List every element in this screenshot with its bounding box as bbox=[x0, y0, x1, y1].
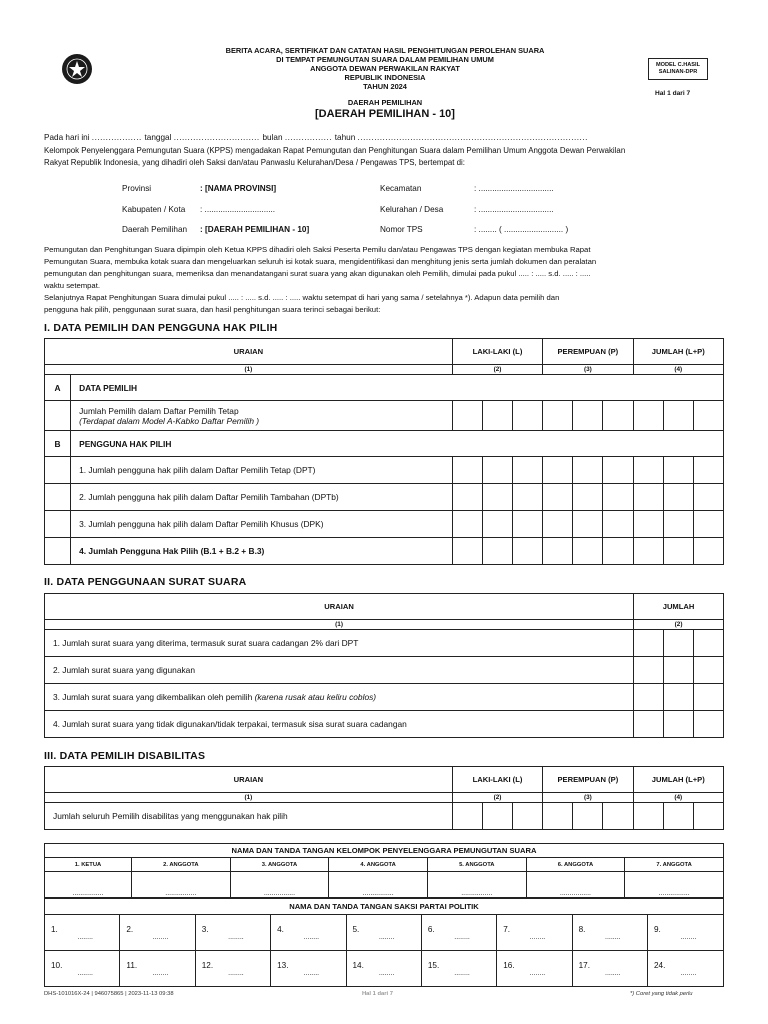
digit-box[interactable] bbox=[513, 484, 543, 511]
saksi-slot[interactable] bbox=[195, 951, 270, 987]
digit-box[interactable] bbox=[543, 803, 573, 830]
col-laki: LAKI-LAKI (L) bbox=[452, 339, 542, 365]
title-line: REPUBLIK INDONESIA bbox=[344, 73, 426, 82]
kpps-signature-grid bbox=[44, 857, 724, 898]
digit-box[interactable] bbox=[634, 657, 664, 684]
b-row-label: 3. Jumlah pengguna hak pilih dalam Daftar Pemilih Khusus (DPK) bbox=[71, 511, 453, 538]
digit-box[interactable] bbox=[513, 511, 543, 538]
footer-note: *) Coret yang tidak perlu bbox=[630, 991, 693, 997]
saksi-slot[interactable] bbox=[572, 951, 647, 987]
saksi-dots: ........ bbox=[228, 934, 244, 941]
digit-box[interactable] bbox=[603, 457, 633, 484]
saksi-number: 4. bbox=[277, 925, 284, 934]
saksi-number: 7. bbox=[503, 925, 511, 934]
provinsi-value: : [NAMA PROVINSI] bbox=[200, 184, 277, 193]
digit-box[interactable] bbox=[452, 401, 482, 431]
district-value: [DAERAH PEMILIHAN - 10] bbox=[315, 108, 455, 120]
digit-box[interactable] bbox=[693, 457, 723, 484]
digit-box[interactable] bbox=[633, 803, 663, 830]
saksi-number: 5. bbox=[352, 925, 360, 934]
section-1-title: I. DATA PEMILIH DAN PENGGUNA HAK PILIH bbox=[44, 322, 278, 334]
saksi-number: 6. bbox=[427, 925, 435, 934]
digit-box[interactable] bbox=[513, 803, 543, 830]
digit-box[interactable] bbox=[634, 711, 664, 738]
digit-box[interactable] bbox=[633, 511, 663, 538]
provinsi-label: Provinsi bbox=[122, 184, 152, 193]
saksi-dots: ........ bbox=[77, 934, 93, 941]
saksi-slot[interactable] bbox=[271, 915, 346, 951]
digit-box[interactable] bbox=[482, 457, 512, 484]
digit-box[interactable] bbox=[513, 538, 543, 565]
col-num-3: (3) bbox=[543, 365, 633, 375]
col-num-1: (1) bbox=[45, 620, 634, 630]
col-num-4: (4) bbox=[633, 365, 723, 375]
intro-line-3: Rakyat Republik Indonesia, yang dihadiri oleh Saksi dan/atau Panwaslu Kelurahan/Desa / Pengawas TPS, bertempat di: bbox=[44, 158, 465, 167]
kpps-signature-field[interactable]: ................ bbox=[45, 872, 132, 898]
digit-box[interactable] bbox=[573, 401, 603, 431]
digit-box[interactable] bbox=[603, 511, 633, 538]
saksi-dots: ........ bbox=[529, 934, 546, 941]
kpps-col-anggota: 2. ANGGOTA bbox=[131, 858, 230, 872]
digit-box[interactable] bbox=[513, 401, 543, 431]
kelurahan-value: : ................................. bbox=[474, 205, 554, 214]
saksi-slot[interactable] bbox=[120, 915, 195, 951]
digit-box[interactable] bbox=[543, 457, 573, 484]
digit-box[interactable] bbox=[633, 538, 663, 565]
col-jumlah: JUMLAH (L+P) bbox=[633, 767, 723, 793]
section-3-table bbox=[44, 766, 724, 830]
col-num-2: (2) bbox=[452, 365, 542, 375]
intro-line-1: Pada hari ini .................. tanggal ............................... bulan ................. tahun ................................................................................... bbox=[44, 133, 588, 142]
group-a-letter: A bbox=[45, 375, 71, 401]
saksi-signature-table bbox=[44, 898, 724, 987]
digit-box[interactable] bbox=[634, 630, 664, 657]
saksi-slot[interactable] bbox=[421, 915, 496, 951]
kpps-col-anggota: 6. ANGGOTA bbox=[526, 858, 625, 872]
saksi-dots: ........ bbox=[378, 970, 395, 977]
saksi-slot[interactable] bbox=[346, 915, 421, 951]
digit-box[interactable] bbox=[693, 511, 723, 538]
kpps-col-anggota: 3. ANGGOTA bbox=[230, 858, 329, 872]
saksi-slot[interactable] bbox=[45, 915, 120, 951]
digit-box[interactable] bbox=[482, 511, 512, 538]
page-indicator: Hal 1 dari 7 bbox=[655, 90, 691, 97]
saksi-dots: ........ bbox=[303, 934, 320, 941]
saksi-number: 24. bbox=[654, 961, 666, 970]
col-perempuan: PEREMPUAN (P) bbox=[543, 767, 633, 793]
saksi-dots: ........ bbox=[529, 970, 546, 977]
kpps-signature-field[interactable]: ................ bbox=[427, 872, 526, 898]
kpu-logo bbox=[62, 54, 92, 84]
intro-line-2: Kelompok Penyelenggara Pemungutan Suara (KPPS) mengadakan Rapat Pemungutan dan Penghitungan Suara dalam Pemilihan Umum Anggota Dewan Perwakilan bbox=[44, 146, 626, 155]
col-num-1: (1) bbox=[45, 365, 453, 375]
digit-box[interactable] bbox=[452, 803, 482, 830]
saksi-dots: ........ bbox=[454, 934, 470, 941]
col-num-3: (3) bbox=[543, 793, 633, 803]
saksi-number: 11. bbox=[126, 961, 138, 970]
section-2-title: II. DATA PENGGUNAAN SURAT SUARA bbox=[44, 576, 247, 588]
digit-box[interactable] bbox=[482, 803, 512, 830]
digit-box[interactable] bbox=[633, 484, 663, 511]
digit-box[interactable] bbox=[633, 457, 663, 484]
digit-box[interactable] bbox=[543, 511, 573, 538]
digit-box[interactable] bbox=[573, 457, 603, 484]
title-line: TAHUN 2024 bbox=[363, 82, 407, 91]
ballot-row-label: 4. Jumlah surat suara yang tidak digunakan/tidak terpakai, termasuk sisa surat suara cadangan bbox=[45, 711, 634, 738]
saksi-slot[interactable] bbox=[497, 915, 572, 951]
digit-box[interactable] bbox=[693, 803, 723, 830]
dpt-row-line: Jumlah Pemilih dalam Daftar Pemilih Tetap bbox=[79, 405, 239, 416]
digit-box[interactable] bbox=[694, 630, 724, 657]
saksi-slot[interactable] bbox=[346, 951, 421, 987]
footer-doc-id: DHS-101016X-24 | 946075865 | 2023-11-13 09:38 bbox=[44, 991, 174, 997]
b-row-total-label: 4. Jumlah Pengguna Hak Pilih (B.1 + B.2 + B.3) bbox=[71, 538, 453, 565]
digit-box[interactable] bbox=[663, 457, 693, 484]
col-num-2: (2) bbox=[452, 793, 542, 803]
saksi-signature-title: NAMA DAN TANDA TANGAN SAKSI PARTAI POLITIK bbox=[45, 899, 724, 915]
digit-box[interactable] bbox=[664, 657, 694, 684]
digit-box[interactable] bbox=[543, 538, 573, 565]
kpps-col-ketua: 1. KETUA bbox=[45, 858, 132, 872]
saksi-dots: ........ bbox=[303, 970, 320, 977]
digit-box[interactable] bbox=[482, 401, 512, 431]
saksi-slot[interactable] bbox=[195, 915, 270, 951]
kabkota-label: Kabupaten / Kota bbox=[122, 205, 186, 214]
ballot-row-3-note: (karena rusak atau keliru coblos) bbox=[254, 692, 377, 702]
saksi-slot[interactable] bbox=[648, 951, 724, 987]
digit-box[interactable] bbox=[452, 511, 482, 538]
body-line: Pemungutan Suara, membuka kotak suara dan mengeluarkan seluruh isi kotak suara, mengidentifikasi dan menghitung jenis serta jumlah dokumen dan peralatan bbox=[44, 257, 597, 266]
col-jumlah: JUMLAH bbox=[634, 594, 724, 620]
tps-label: Nomor TPS bbox=[380, 225, 423, 234]
saksi-dots: ........ bbox=[378, 934, 395, 941]
kelurahan-label: Kelurahan / Desa bbox=[380, 205, 444, 214]
body-line: Selanjutnya Rapat Penghitungan Suara dimulai pukul ..... : ..... s.d. ..... : ..... waktu setempat di hari yang sama / setelahnya *). Adapun data pemilih dan bbox=[44, 293, 560, 302]
digit-box[interactable] bbox=[452, 457, 482, 484]
digit-box[interactable] bbox=[573, 511, 603, 538]
digit-box[interactable] bbox=[694, 684, 724, 711]
section-1-table bbox=[44, 338, 724, 565]
body-paragraph bbox=[44, 244, 734, 316]
saksi-dots: ........ bbox=[454, 970, 470, 977]
saksi-number: 2. bbox=[126, 925, 134, 934]
digit-box[interactable] bbox=[633, 401, 663, 431]
digit-box[interactable] bbox=[603, 538, 633, 565]
ballot-row-3-main: 3. Jumlah surat suara yang dikembalikan oleh pemilih bbox=[53, 692, 253, 702]
digit-box[interactable] bbox=[663, 484, 693, 511]
model-box bbox=[648, 58, 708, 80]
kpps-signature-field[interactable]: ................ bbox=[526, 872, 625, 898]
kpps-signature-field[interactable]: ................ bbox=[625, 872, 724, 898]
kpu-emblem-icon bbox=[62, 54, 92, 84]
digit-box[interactable] bbox=[603, 803, 633, 830]
saksi-dots: ........ bbox=[680, 970, 697, 977]
saksi-number: 1. bbox=[51, 925, 58, 934]
saksi-dots: ........ bbox=[152, 934, 169, 941]
col-num-4: (4) bbox=[633, 793, 723, 803]
saksi-slot[interactable] bbox=[421, 951, 496, 987]
digit-box[interactable] bbox=[694, 711, 724, 738]
col-num-2: (2) bbox=[634, 620, 724, 630]
digit-box[interactable] bbox=[513, 457, 543, 484]
ballot-row-label bbox=[45, 684, 634, 711]
saksi-number: 8. bbox=[578, 925, 586, 934]
digit-box[interactable] bbox=[603, 484, 633, 511]
dpt-row-label bbox=[71, 401, 453, 431]
kabkota-value: : ............................... bbox=[200, 205, 276, 214]
saksi-dots: ........ bbox=[228, 970, 244, 977]
section-3-title: III. DATA PEMILIH DISABILITAS bbox=[44, 750, 206, 762]
kpps-signature-title: NAMA DAN TANDA TANGAN KELOMPOK PENYELENGGARA PEMUNGUTAN SUARA bbox=[45, 844, 724, 858]
digit-box[interactable] bbox=[603, 401, 633, 431]
kpps-col-anggota: 4. ANGGOTA bbox=[329, 858, 428, 872]
digit-box[interactable] bbox=[663, 538, 693, 565]
col-uraian: URAIAN bbox=[45, 339, 453, 365]
group-b-letter: B bbox=[45, 431, 71, 457]
digit-box[interactable] bbox=[543, 401, 573, 431]
saksi-number: 13. bbox=[277, 961, 289, 970]
digit-box[interactable] bbox=[634, 684, 664, 711]
saksi-dots: ........ bbox=[605, 934, 621, 941]
kpps-signature-field[interactable]: ................ bbox=[230, 872, 329, 898]
col-num-1: (1) bbox=[45, 793, 453, 803]
title-line: ANGGOTA DEWAN PERWAKILAN RAKYAT bbox=[310, 64, 460, 73]
digit-box[interactable] bbox=[663, 511, 693, 538]
saksi-slot[interactable] bbox=[120, 951, 195, 987]
saksi-number: 12. bbox=[201, 961, 214, 970]
saksi-slot[interactable] bbox=[648, 915, 724, 951]
digit-box[interactable] bbox=[694, 657, 724, 684]
saksi-dots: ........ bbox=[605, 970, 621, 977]
disability-row-label: Jumlah seluruh Pemilih disabilitas yang menggunakan hak pilih bbox=[45, 803, 453, 830]
saksi-number: 9. bbox=[654, 925, 661, 934]
digit-box[interactable] bbox=[573, 484, 603, 511]
body-line: waktu setempat. bbox=[44, 281, 100, 290]
intro-hari: Pada hari ini bbox=[44, 133, 90, 142]
digit-box[interactable] bbox=[693, 484, 723, 511]
saksi-dots: ........ bbox=[77, 970, 93, 977]
kecamatan-label: Kecamatan bbox=[380, 184, 422, 193]
dpt-row-note: (Terdapat dalam Model A-Kabko Daftar Pemilih ) bbox=[79, 415, 260, 426]
col-laki: LAKI-LAKI (L) bbox=[452, 767, 542, 793]
model-line: SALINAN-DPR bbox=[658, 69, 698, 75]
model-line: MODEL C.HASIL bbox=[655, 62, 701, 68]
kecamatan-value: : ................................. bbox=[474, 184, 554, 193]
digit-box[interactable] bbox=[663, 803, 693, 830]
kpps-col-anggota: 5. ANGGOTA bbox=[427, 858, 526, 872]
digit-box[interactable] bbox=[693, 401, 723, 431]
saksi-number: 3. bbox=[201, 925, 209, 934]
saksi-dots: ........ bbox=[152, 970, 169, 977]
digit-box[interactable] bbox=[663, 401, 693, 431]
body-line: pemungutan dan penghitungan suara, memeriksa dan menandatangani surat suara yang akan digunakan oleh Pemilih, dimulai pada pukul ..... : ..... s.d. ..... : ..... bbox=[44, 269, 591, 278]
report-title bbox=[150, 46, 620, 91]
saksi-slot[interactable] bbox=[45, 951, 120, 987]
dapil-label: Daerah Pemilihan bbox=[122, 225, 188, 234]
title-line: BERITA ACARA, SERTIFIKAT DAN CATATAN HASIL PENGHITUNGAN PEROLEHAN SUARA bbox=[225, 46, 545, 55]
district-label: DAERAH PEMILIHAN bbox=[347, 98, 423, 107]
digit-box[interactable] bbox=[573, 538, 603, 565]
saksi-number: 16. bbox=[503, 961, 515, 970]
saksi-number: 14. bbox=[352, 961, 364, 970]
b-row-label: 2. Jumlah pengguna hak pilih dalam Daftar Pemilih Tambahan (DPTb) bbox=[71, 484, 453, 511]
col-perempuan: PEREMPUAN (P) bbox=[543, 339, 633, 365]
digit-box[interactable] bbox=[482, 484, 512, 511]
kpps-signature-field[interactable]: ................ bbox=[131, 872, 230, 898]
ballot-row-label: 2. Jumlah surat suara yang digunakan bbox=[45, 657, 634, 684]
section-2-table bbox=[44, 593, 724, 738]
col-uraian: URAIAN bbox=[45, 767, 453, 793]
body-line: pengguna hak pilih, penggunaan surat suara, dan hasil penghitungan suara terinci sebagai berikut: bbox=[44, 305, 381, 314]
saksi-slot[interactable] bbox=[572, 915, 647, 951]
saksi-dots: ........ bbox=[680, 934, 697, 941]
body-line: Pemungutan dan Penghitungan Suara dipimpin oleh Ketua KPPS dihadiri oleh Saksi Peserta Pemilu dan/atau Pengawas TPS dengan kegiatan membuka Rapat bbox=[44, 245, 591, 254]
ballot-row-label: 1. Jumlah surat suara yang diterima, termasuk surat suara cadangan 2% dari DPT bbox=[45, 630, 634, 657]
col-uraian: URAIAN bbox=[45, 594, 634, 620]
col-jumlah: JUMLAH (L+P) bbox=[633, 339, 723, 365]
tps-value: : ........ ( .......................... ) bbox=[474, 225, 569, 234]
digit-box[interactable] bbox=[693, 538, 723, 565]
saksi-slot[interactable] bbox=[271, 951, 346, 987]
digit-box[interactable] bbox=[664, 711, 694, 738]
digit-box[interactable] bbox=[452, 484, 482, 511]
digit-box[interactable] bbox=[573, 803, 603, 830]
signature-table bbox=[44, 843, 724, 858]
b-row-label: 1. Jumlah pengguna hak pilih dalam Daftar Pemilih Tetap (DPT) bbox=[71, 457, 453, 484]
kpps-signature-field[interactable]: ................ bbox=[329, 872, 428, 898]
group-a-title: DATA PEMILIH bbox=[71, 375, 724, 401]
saksi-number: 17. bbox=[578, 961, 591, 970]
kpps-col-anggota: 7. ANGGOTA bbox=[625, 858, 724, 872]
footer-page: Hal 1 dari 7 bbox=[362, 991, 393, 997]
saksi-slot[interactable] bbox=[497, 951, 572, 987]
saksi-number: 10. bbox=[51, 961, 63, 970]
intro-tahun: tahun bbox=[334, 133, 356, 142]
intro-tanggal: tanggal bbox=[144, 133, 172, 142]
digit-box[interactable] bbox=[664, 630, 694, 657]
title-line: DI TEMPAT PEMUNGUTAN SUARA DALAM PEMILIHAN UMUM bbox=[276, 55, 494, 64]
digit-box[interactable] bbox=[543, 484, 573, 511]
digit-box[interactable] bbox=[664, 684, 694, 711]
digit-box[interactable] bbox=[452, 538, 482, 565]
digit-box[interactable] bbox=[482, 538, 512, 565]
dapil-value: : [DAERAH PEMILIHAN - 10] bbox=[200, 225, 310, 234]
group-b-title: PENGGUNA HAK PILIH bbox=[71, 431, 724, 457]
intro-bulan: bulan bbox=[262, 133, 283, 142]
saksi-number: 15. bbox=[427, 961, 440, 970]
